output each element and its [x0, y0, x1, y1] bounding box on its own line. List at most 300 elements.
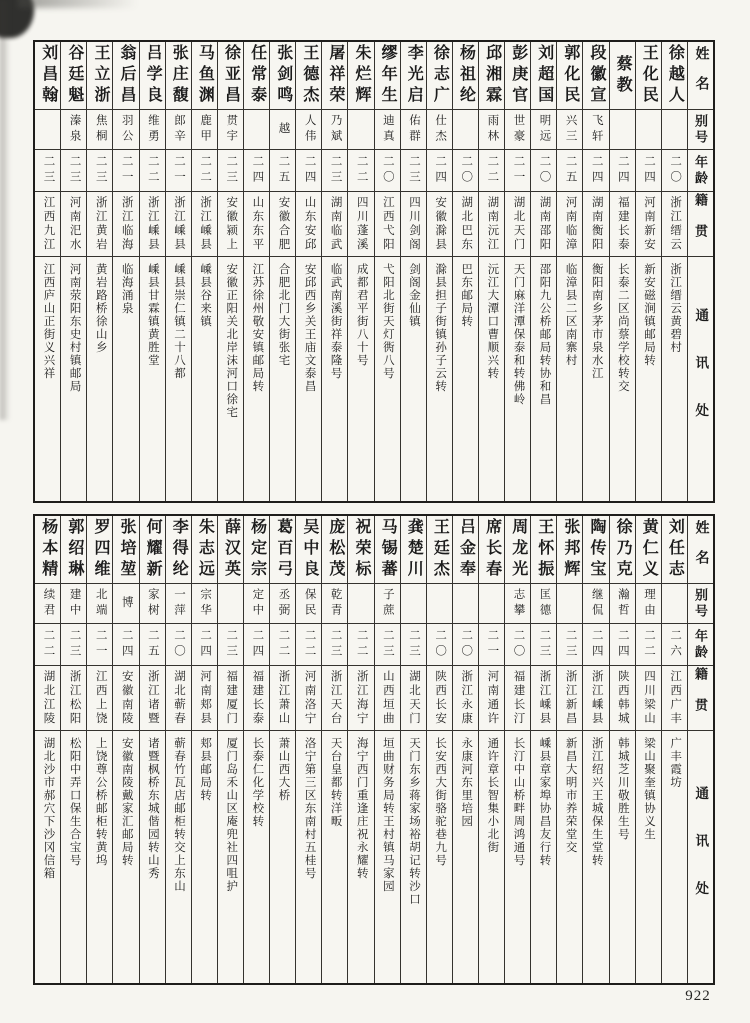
- entry-name: [375, 42, 400, 110]
- entry-alias: [557, 110, 582, 150]
- entry-age-text: 二一: [120, 155, 133, 186]
- entry-contact: [218, 257, 243, 501]
- entry-alias: [218, 584, 243, 624]
- entry-native-text: 浙江诸暨: [146, 670, 159, 726]
- entry-alias: [322, 110, 347, 150]
- header-alias-text: 别号: [692, 113, 708, 146]
- entry-contact-text: 韩城芝川敬胜生号: [616, 737, 629, 841]
- entry-native-text: 福建长汀: [512, 670, 525, 726]
- entry-name: [192, 516, 217, 584]
- entry-contact-text: 松阳中弄口保生合宝号: [68, 737, 81, 867]
- entry-alias: [636, 110, 661, 150]
- entry-contact: [662, 257, 687, 501]
- entry-column: [191, 516, 217, 983]
- directory-table-bottom: [33, 514, 715, 985]
- entry-alias-text: 羽公: [120, 114, 133, 145]
- entry-age-text: 二一: [173, 155, 186, 186]
- entry-native: [479, 192, 504, 257]
- header-age-text: 年龄: [692, 154, 708, 187]
- entry-native: [192, 192, 217, 257]
- entry-contact-text: 诸暨枫桥东城偕园转山秀: [146, 737, 159, 880]
- entry-contact: [375, 257, 400, 501]
- entry-column: [452, 516, 478, 983]
- entry-native: [296, 192, 321, 257]
- entry-native: [583, 192, 608, 257]
- entry-column: [661, 42, 687, 501]
- entry-name-text: 屠祥荣: [326, 44, 344, 107]
- entry-name-text: 席长春: [483, 518, 501, 581]
- header-name: [688, 516, 713, 584]
- entry-native-text: 安徽南陵: [120, 670, 133, 726]
- entry-age-text: 二三: [381, 629, 394, 660]
- entry-name: [427, 42, 452, 110]
- entry-column: [243, 516, 269, 983]
- entry-name: [401, 42, 426, 110]
- entry-age: [610, 624, 635, 666]
- entry-alias-text: 瀚哲: [616, 588, 629, 619]
- entry-age: [61, 624, 86, 666]
- entry-alias-text: 志攀: [512, 588, 525, 619]
- entry-native: [505, 666, 530, 731]
- entry-name-text: 刘任志: [666, 518, 684, 581]
- entry-native-text: 福建厦门: [225, 670, 238, 726]
- entry-name: [662, 42, 687, 110]
- entry-name: [583, 516, 608, 584]
- entry-alias-text: 一萍: [173, 588, 186, 619]
- header-age-text: 年龄: [692, 628, 708, 661]
- entry-name-text: 王化民: [640, 44, 658, 107]
- entry-name: [244, 42, 269, 110]
- entry-column: [556, 516, 582, 983]
- entry-age: [479, 624, 504, 666]
- entry-contact-text: 衡阳南乡茅市泉水江: [590, 263, 603, 380]
- entry-contact: [140, 731, 165, 983]
- entry-age-text: 二〇: [381, 155, 394, 186]
- entry-age-text: 二〇: [460, 155, 473, 186]
- entry-alias-text: 建中: [68, 588, 81, 619]
- entry-alias: [244, 110, 269, 150]
- entry-alias: [166, 584, 191, 624]
- entry-name: [531, 516, 556, 584]
- entry-native: [61, 666, 86, 731]
- entry-alias-text: 世豪: [512, 114, 525, 145]
- entry-age-text: 二五: [277, 155, 290, 186]
- entry-age-text: 二五: [146, 629, 159, 660]
- entry-contact: [610, 257, 635, 501]
- entry-age: [401, 150, 426, 192]
- entry-native: [636, 666, 661, 731]
- entry-alias: [113, 584, 138, 624]
- entry-native: [244, 192, 269, 257]
- entry-age: [505, 624, 530, 666]
- entry-column: [139, 516, 165, 983]
- entry-contact: [296, 731, 321, 983]
- entry-name: [348, 42, 373, 110]
- entry-alias: [427, 584, 452, 624]
- entry-native-text: 浙江嵊县: [173, 196, 186, 252]
- entry-age-text: 二三: [408, 629, 420, 660]
- entry-column: [556, 42, 582, 501]
- entry-contact: [166, 731, 191, 983]
- header-age: [688, 150, 713, 192]
- entry-contact-text: 嵊县谷来镇: [199, 263, 212, 328]
- entry-age: [531, 150, 556, 192]
- entry-alias: [662, 110, 687, 150]
- entry-native-text: 河南汜水: [68, 196, 81, 252]
- entry-age: [322, 624, 347, 666]
- entry-name-text: 杨祖纶: [457, 44, 475, 107]
- entry-name: [192, 42, 217, 110]
- entry-alias-text: 宗华: [199, 588, 212, 619]
- entry-alias: [531, 110, 556, 150]
- entry-age: [113, 624, 138, 666]
- entry-native: [583, 666, 608, 731]
- entry-age-text: 二四: [616, 155, 629, 186]
- entry-contact: [636, 257, 661, 501]
- entry-age: [636, 624, 661, 666]
- entry-column: [452, 42, 478, 501]
- entry-name: [296, 516, 321, 584]
- scan-shadow-left-edge: [0, 0, 10, 420]
- entry-alias-text: 丞弼: [277, 588, 290, 619]
- entry-native: [61, 192, 86, 257]
- entry-name-text: 朱烂辉: [353, 44, 371, 107]
- entry-alias-text: 续君: [42, 588, 55, 619]
- entry-native-text: 湖北蕲春: [173, 670, 186, 726]
- entry-alias-text: 保民: [303, 588, 316, 619]
- entry-name: [322, 42, 347, 110]
- entry-contact-text: 嵊县甘霖镇黄胜堂: [146, 263, 159, 367]
- entry-column: [609, 42, 635, 501]
- entry-contact: [479, 731, 504, 983]
- entry-age-text: 二四: [590, 155, 603, 186]
- entry-name: [244, 516, 269, 584]
- entry-native: [322, 192, 347, 257]
- entry-contact-text: 黄岩路桥徐山乡: [94, 263, 107, 354]
- entry-contact: [662, 731, 687, 983]
- entry-column: [60, 42, 86, 501]
- entry-name: [348, 516, 373, 584]
- entry-age-text: 二一: [512, 155, 525, 186]
- entry-age: [87, 624, 112, 666]
- entry-contact-text: 嵊县章家埠协昌友行转: [538, 737, 551, 867]
- entry-contact: [87, 257, 112, 501]
- entry-native: [218, 192, 243, 257]
- entry-contact-text: 长泰二区尚蔡学校转交: [616, 263, 629, 393]
- entry-native: [113, 666, 138, 731]
- entry-contact-text: 江西庐山正街义兴祥: [42, 263, 55, 380]
- entry-column: [400, 516, 426, 983]
- entry-age: [479, 150, 504, 192]
- entry-name: [427, 516, 452, 584]
- entry-column: [400, 42, 426, 501]
- entry-native-text: 河南新安: [642, 196, 655, 252]
- entry-native-text: 湖北天门: [408, 670, 420, 726]
- entry-name-text: 龚楚川: [405, 518, 423, 581]
- entry-alias: [113, 110, 138, 150]
- entry-column: [35, 42, 60, 501]
- entry-column: [86, 42, 112, 501]
- entry-name-text: 刘昌翰: [39, 44, 57, 107]
- entry-age-text: 二〇: [434, 629, 447, 660]
- entry-alias-text: 北端: [94, 588, 107, 619]
- entry-name: [87, 516, 112, 584]
- entry-alias: [375, 584, 400, 624]
- entry-native: [453, 666, 478, 731]
- entry-contact-text: 广丰霞坊: [669, 737, 682, 789]
- entry-column: [530, 516, 556, 983]
- entry-age: [192, 150, 217, 192]
- entry-native: [662, 666, 687, 731]
- entry-contact-text: 永康河东里培园: [460, 737, 473, 828]
- entry-name-text: 谷廷魁: [65, 44, 83, 107]
- entry-contact: [636, 731, 661, 983]
- entry-native: [479, 666, 504, 731]
- entry-name: [61, 516, 86, 584]
- page-number: 922: [685, 988, 711, 1004]
- header-contact: [688, 257, 713, 501]
- header-name-text: 姓名: [693, 519, 709, 580]
- entry-age-text: 二二: [42, 629, 55, 660]
- entry-age: [296, 150, 321, 192]
- entry-contact-text: 洛宁第三区东南村五桂号: [303, 737, 316, 880]
- header-alias: [688, 110, 713, 150]
- entry-contact: [35, 257, 60, 501]
- entry-name: [166, 42, 191, 110]
- entry-alias-text: 焦桐: [94, 114, 107, 145]
- entry-contact: [87, 731, 112, 983]
- entry-age-text: 二〇: [538, 155, 551, 186]
- entry-contact-text: 成都君平街八十号: [355, 263, 368, 367]
- entry-native-text: 安徽滁县: [434, 196, 447, 252]
- entry-contact-text: 临武南溪街祥泰隆号: [329, 263, 342, 380]
- entry-alias: [140, 110, 165, 150]
- entry-alias: [427, 110, 452, 150]
- entry-alias: [35, 110, 60, 150]
- entry-contact-text: 河南荥阳东史村镇邮局: [68, 263, 81, 393]
- entry-contact: [348, 731, 373, 983]
- entry-native-text: 浙江新昌: [564, 670, 577, 726]
- entry-age-text: 二三: [68, 629, 81, 660]
- entry-age: [427, 624, 452, 666]
- entry-contact: [166, 257, 191, 501]
- entry-alias: [583, 584, 608, 624]
- entry-contact-text: 临海涌泉: [120, 263, 133, 315]
- entry-alias: [322, 584, 347, 624]
- entry-alias: [218, 110, 243, 150]
- header-native-text: 籍贯: [692, 667, 708, 729]
- entry-name: [270, 516, 295, 584]
- entry-native: [610, 666, 635, 731]
- entry-native-text: 福建长泰: [616, 196, 629, 252]
- entry-name-text: 黄仁义: [640, 518, 658, 581]
- entry-name: [296, 42, 321, 110]
- entry-contact-text: 新安磁涧镇邮局转: [642, 263, 655, 367]
- header-contact: [688, 731, 713, 983]
- entry-age-text: 二一: [486, 629, 499, 660]
- entry-contact-text: 安徽正阳关北岸沫河口徐宅: [225, 263, 238, 419]
- entry-age: [322, 150, 347, 192]
- entry-contact-text: 新昌大明市养荣堂交: [564, 737, 577, 854]
- entry-native-text: 四川梁山: [642, 670, 655, 726]
- entry-alias: [583, 110, 608, 150]
- entry-native: [192, 666, 217, 731]
- entry-name-text: 徐越人: [666, 44, 684, 107]
- entry-alias-text: 理由: [642, 588, 655, 619]
- entry-alias-text: 鹿甲: [199, 114, 212, 145]
- entry-name-text: 郭绍琳: [65, 518, 83, 581]
- entry-contact: [192, 257, 217, 501]
- entry-contact-text: 蕲春竹瓦店邮柜转交上东山: [173, 737, 186, 893]
- header-name-text: 姓名: [693, 45, 709, 106]
- entry-age-text: 二三: [329, 155, 342, 186]
- entry-contact: [140, 257, 165, 501]
- entry-column: [217, 42, 243, 501]
- entry-age-text: 二一: [94, 629, 107, 660]
- entry-contact: [218, 731, 243, 983]
- entry-contact-text: 巴东邮局转: [460, 263, 473, 328]
- entry-native: [375, 192, 400, 257]
- entry-column: [661, 516, 687, 983]
- entry-column: [478, 42, 504, 501]
- entry-alias-text: 越: [277, 121, 290, 138]
- entry-native: [636, 192, 661, 257]
- entry-contact-text: 郏县邮局转: [199, 737, 212, 802]
- entry-contact-text: 天台皇都转洋畈: [329, 737, 342, 828]
- entry-column: [426, 516, 452, 983]
- entry-native: [557, 192, 582, 257]
- entry-age: [375, 624, 400, 666]
- entry-alias: [401, 584, 426, 624]
- entry-age: [166, 624, 191, 666]
- entry-age-text: 二二: [642, 629, 655, 660]
- entry-native: [35, 666, 60, 731]
- entry-age: [270, 624, 295, 666]
- entry-age-text: 二四: [642, 155, 655, 186]
- entry-contact-text: 上饶尊公桥邮柜转黄坞: [94, 737, 107, 867]
- entry-column: [635, 42, 661, 501]
- entry-alias: [244, 584, 269, 624]
- entry-native: [375, 666, 400, 731]
- entry-native: [557, 666, 582, 731]
- entry-alias: [453, 110, 478, 150]
- entry-native: [113, 192, 138, 257]
- entry-native-text: 陕西长安: [434, 670, 447, 726]
- entry-age: [557, 150, 582, 192]
- entry-native-text: 浙江松阳: [68, 670, 81, 726]
- entry-native-text: 福建长泰: [251, 670, 264, 726]
- entry-name-text: 彭庚官: [509, 44, 527, 107]
- entry-alias-text: 人伟: [303, 114, 316, 145]
- entry-column: [269, 42, 295, 501]
- entry-native: [244, 666, 269, 731]
- entry-name-text: 杨本精: [39, 518, 57, 581]
- entry-native-text: 浙江天台: [329, 670, 342, 726]
- entry-age-text: 二五: [564, 155, 577, 186]
- entry-name: [531, 42, 556, 110]
- entry-alias-text: 定中: [251, 588, 264, 619]
- header-alias: [688, 584, 713, 624]
- entry-native: [140, 666, 165, 731]
- entry-alias-text: 乃斌: [329, 114, 342, 145]
- entry-name-text: 王怀振: [535, 518, 553, 581]
- entry-column: [191, 42, 217, 501]
- entry-contact: [531, 257, 556, 501]
- entry-age: [348, 150, 373, 192]
- entry-age: [453, 150, 478, 192]
- entry-age: [218, 624, 243, 666]
- scan-smudge-top-edge: [18, 0, 138, 8]
- entry-alias-text: 雨林: [486, 114, 499, 145]
- entry-native-text: 安徽合肥: [277, 196, 290, 252]
- entry-native: [427, 192, 452, 257]
- entry-native: [166, 666, 191, 731]
- entry-alias: [270, 584, 295, 624]
- entry-native-text: 浙江缙云: [669, 196, 682, 252]
- entry-age: [270, 150, 295, 192]
- entry-age-text: 二二: [146, 155, 159, 186]
- entry-contact-text: 通许章长智集小北街: [486, 737, 499, 854]
- entry-name: [166, 516, 191, 584]
- entry-age-text: 二二: [355, 155, 368, 186]
- entry-name-text: 何耀新: [144, 518, 162, 581]
- entry-column: [374, 516, 400, 983]
- entry-name-text: 郭化民: [561, 44, 579, 107]
- entry-native-text: 江西弋阳: [381, 196, 394, 252]
- entry-native-text: 浙江黄岩: [94, 196, 107, 252]
- entry-name-text: 张邦辉: [561, 518, 579, 581]
- entry-contact: [427, 257, 452, 501]
- header-contact-text: 通讯处: [693, 307, 709, 451]
- header-column: [687, 516, 713, 983]
- entry-age: [218, 150, 243, 192]
- entry-age: [140, 150, 165, 192]
- entry-contact: [322, 257, 347, 501]
- entry-name: [270, 42, 295, 110]
- header-name: [688, 42, 713, 110]
- entry-name: [610, 516, 635, 584]
- entry-alias-text: 继侃: [590, 588, 603, 619]
- entry-alias-text: 乾青: [329, 588, 342, 619]
- entry-contact-text: 安邱西乡关王庙文泰昌: [303, 263, 316, 393]
- entry-age: [166, 150, 191, 192]
- entry-column: [426, 42, 452, 501]
- entry-contact: [505, 257, 530, 501]
- entry-contact-text: 天门麻洋潭保泰和转佛岭: [512, 263, 525, 406]
- entry-contact-text: 厦门岛禾山区庵兜社四咀护: [225, 737, 238, 893]
- entry-native-text: 浙江海宁: [355, 670, 368, 726]
- entry-age: [113, 150, 138, 192]
- entry-native-text: 湖北江陵: [42, 670, 55, 726]
- entry-name-text: 庞松茂: [326, 518, 344, 581]
- entry-age: [583, 624, 608, 666]
- entry-name-text: 刘超国: [535, 44, 553, 107]
- entry-native-text: 山西垣曲: [381, 670, 394, 726]
- entry-alias: [296, 584, 321, 624]
- entry-age-text: 二六: [669, 629, 682, 660]
- entry-alias-text: 溱泉: [68, 114, 81, 145]
- entry-age: [557, 624, 582, 666]
- entry-age: [192, 624, 217, 666]
- entry-column: [60, 516, 86, 983]
- entry-alias: [401, 110, 426, 150]
- entry-alias: [192, 110, 217, 150]
- entry-age: [531, 624, 556, 666]
- entry-contact: [453, 257, 478, 501]
- entry-column: [347, 42, 373, 501]
- entry-column: [582, 516, 608, 983]
- entry-native-text: 四川剑阁: [408, 196, 420, 252]
